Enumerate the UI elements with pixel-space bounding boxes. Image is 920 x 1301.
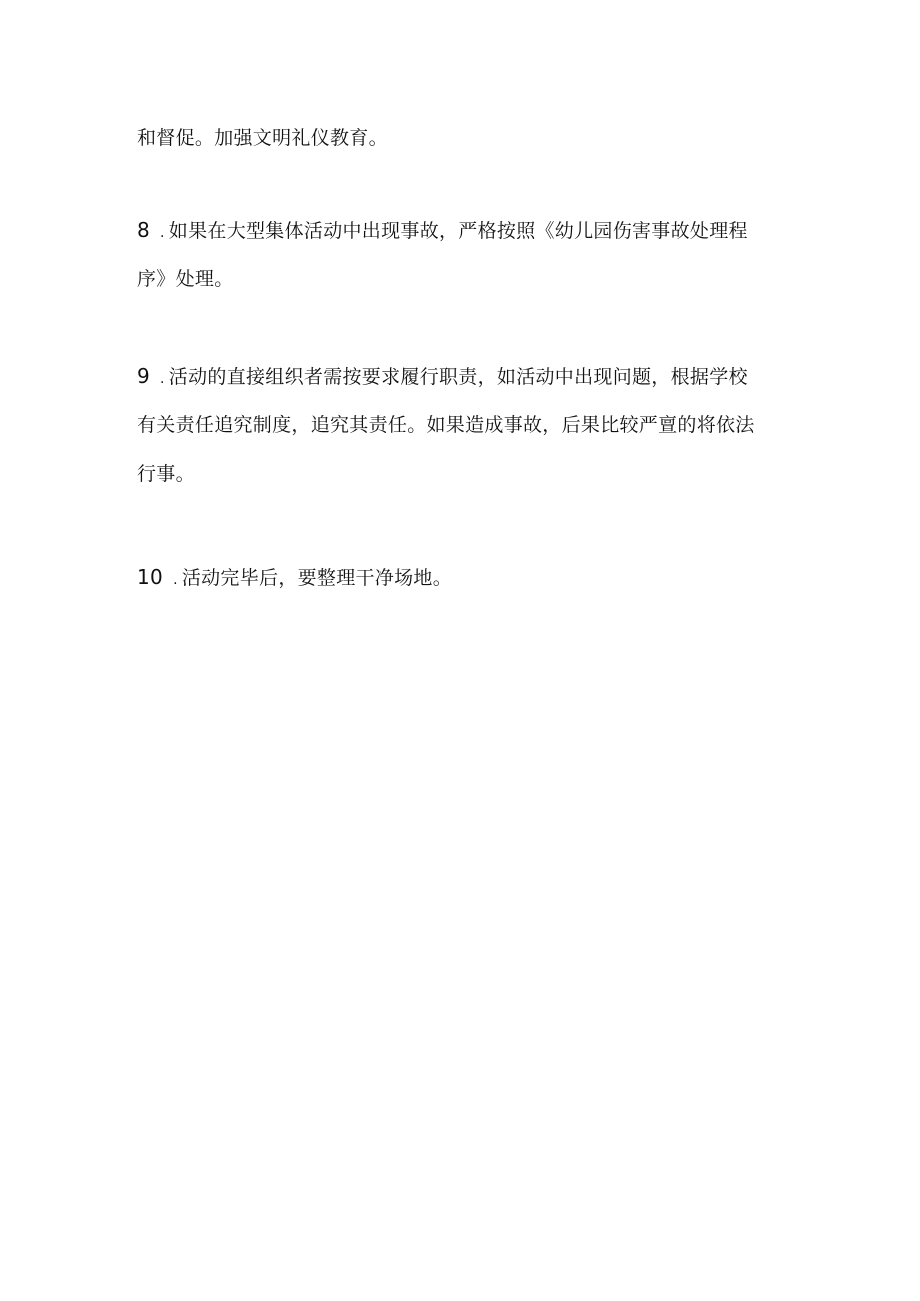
item-marker: . xyxy=(160,225,165,241)
item-9-line-1 xyxy=(137,364,748,391)
item-number: 8 xyxy=(137,218,151,242)
item-text: 活动的直接组织者需按要求履行职责，如活动中出现问题，根据学校 xyxy=(168,366,748,388)
paragraph-7-tail xyxy=(137,126,388,150)
item-marker: . xyxy=(173,572,178,588)
item-number: 10 xyxy=(137,565,164,589)
item-9-line-2 xyxy=(137,413,755,437)
item-text: 行事。 xyxy=(137,463,195,485)
paragraph-text: 和督促。加强文明礼仪教育。 xyxy=(137,127,388,149)
item-10-line-1 xyxy=(137,565,452,592)
item-8-line-2 xyxy=(137,267,234,291)
item-marker: . xyxy=(160,371,165,387)
item-number: 9 xyxy=(137,364,151,388)
item-text: 有关责任追究制度，追究其责任。如果造成事故，后果比较严亶的将依法 xyxy=(137,414,755,436)
item-8-line-1 xyxy=(137,218,748,245)
item-9-line-3 xyxy=(137,462,195,486)
item-text: 如果在大型集体活动中出现事故，严格按照《幼儿园伤害事故处理程 xyxy=(168,220,748,242)
item-text: 序》处理。 xyxy=(137,268,234,290)
item-text: 活动完毕后，要整理干净场地。 xyxy=(181,567,453,589)
